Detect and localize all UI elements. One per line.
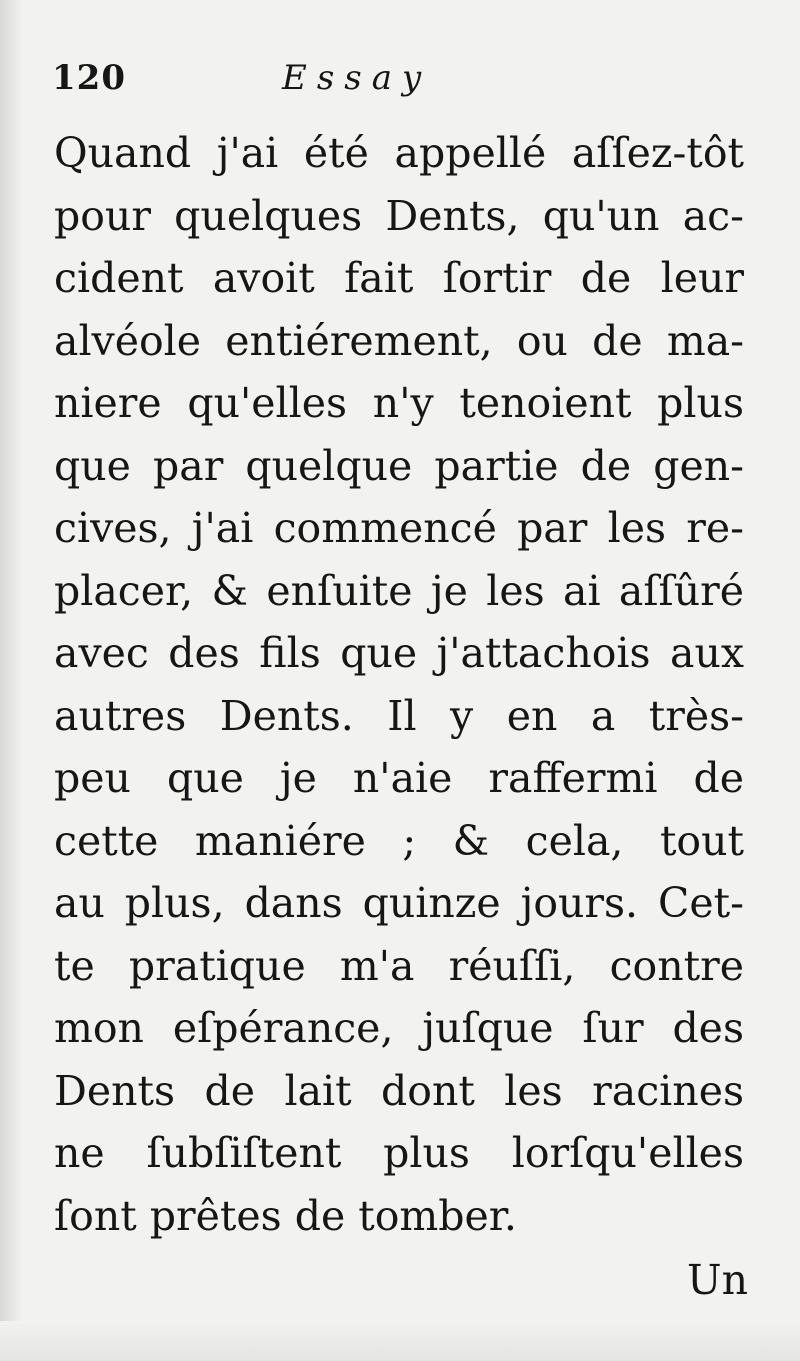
text-line: Dents de lait dont les racines xyxy=(54,1066,744,1115)
text-line: que par quelque partie de gen- xyxy=(54,441,744,490)
text-line: cette maniére ; & cela, tout xyxy=(54,816,744,865)
text-line: avec des fils que j'attachois aux xyxy=(54,629,744,677)
text-line: cident avoit fait ſortir de leur xyxy=(54,254,744,302)
text-line: niere qu'elles n'y tenoient plus xyxy=(54,379,744,427)
page-number: 120 xyxy=(52,58,126,98)
text-line: ne ſubſiſtent plus lorſqu'elles xyxy=(54,1129,744,1177)
text-line: autres Dents. Il y en a très- xyxy=(54,691,744,740)
body-text xyxy=(54,122,744,1247)
text-line: placer, & enſuite je les ai aſſûré xyxy=(54,566,744,615)
text-line: ſont prêtes de tomber. xyxy=(54,1191,517,1240)
text-line: pour quelques Dents, qu'un ac- xyxy=(54,191,744,240)
text-line: cives, j'ai commencé par les re- xyxy=(54,504,744,552)
text-line: mon eſpérance, juſque ſur des xyxy=(54,1004,744,1052)
text-line: alvéole entiérement, ou de ma- xyxy=(54,316,744,365)
text-line: peu que je n'aie raffermi de xyxy=(54,754,744,802)
running-head: Essay xyxy=(282,58,432,98)
catchword: Un xyxy=(687,1256,748,1304)
text-line: te pratique m'a réuſſi, contre xyxy=(54,941,744,990)
page-header xyxy=(52,56,692,100)
text-line: Quand j'ai été appellé aſſez-tôt xyxy=(54,129,744,177)
text-line: au plus, dans quinze jours. Cet- xyxy=(54,879,744,927)
page-edge-shadow xyxy=(0,0,22,1361)
page-bottom-shadow xyxy=(0,1321,800,1361)
